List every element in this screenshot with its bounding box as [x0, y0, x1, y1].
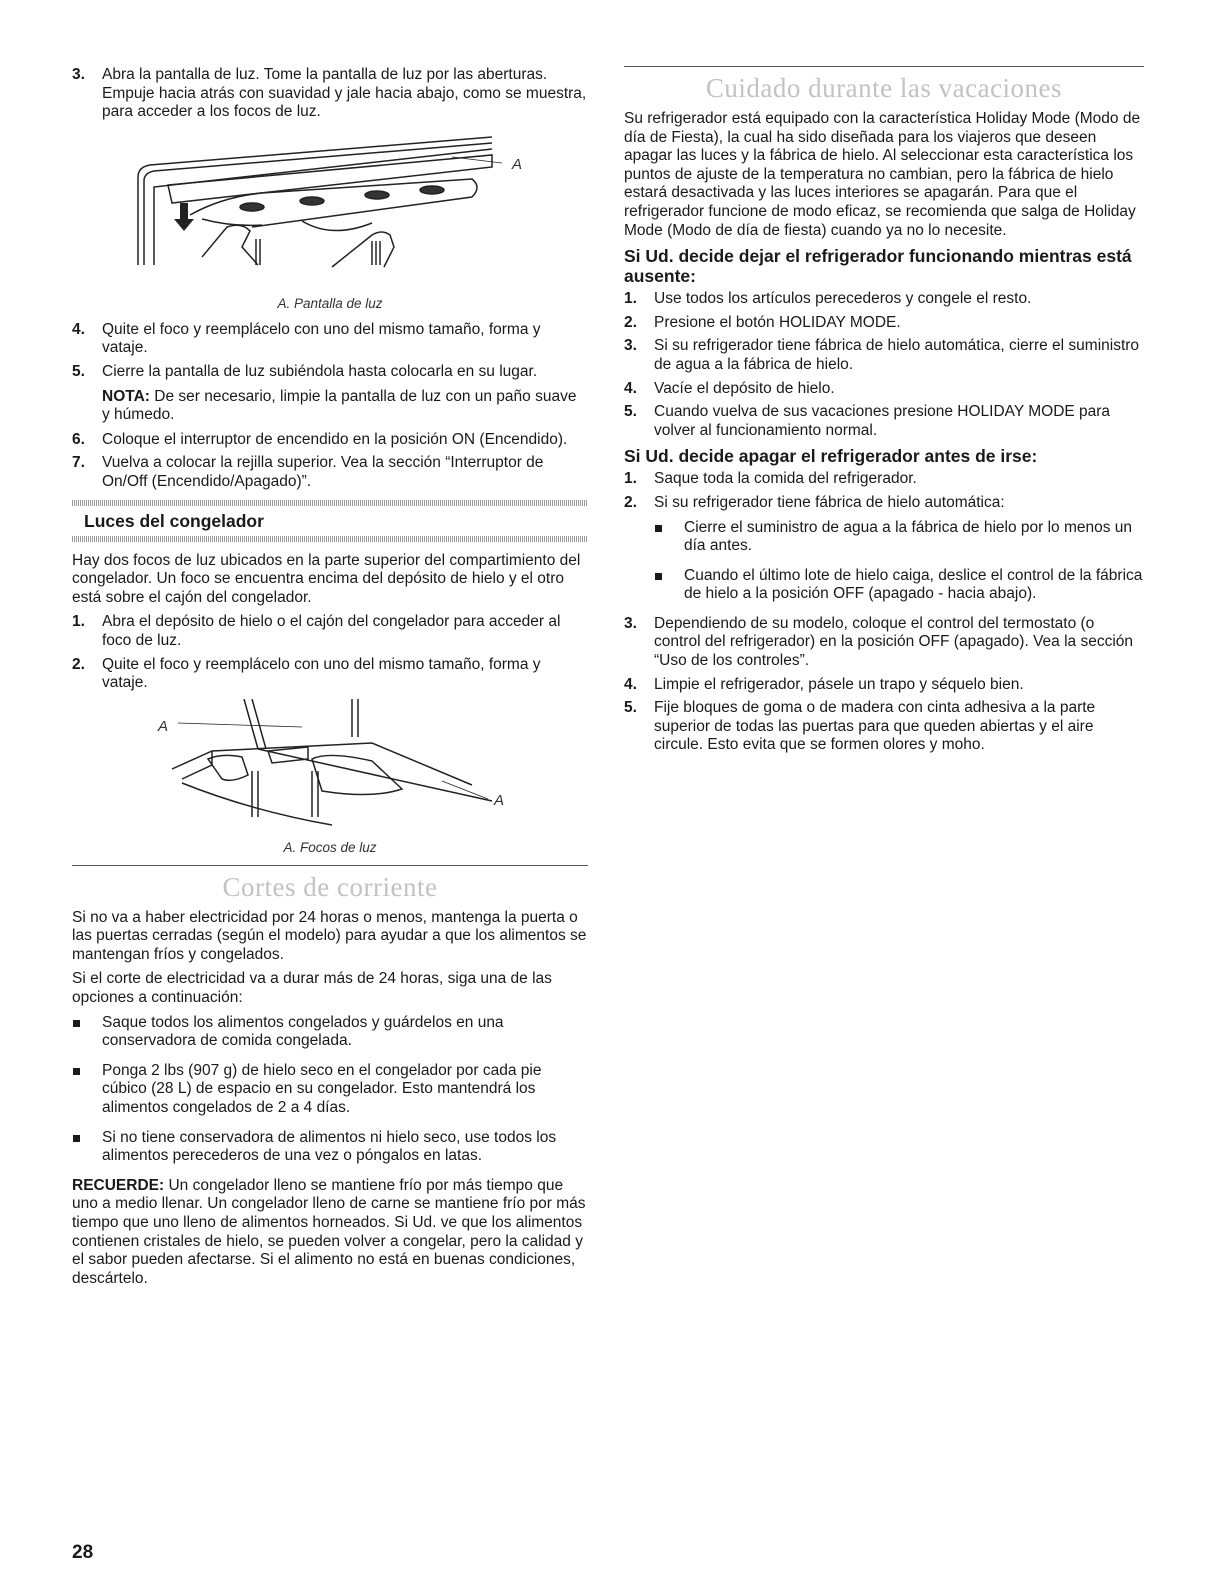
- outage-bullet-1: Saque todos los alimentos congelados y guárdelos en una conservadora de comida congelada.: [72, 1014, 588, 1051]
- steps-6-7: [72, 431, 588, 492]
- sub1-step-5: 5. Cuando vuelva de sus vacaciones presione HOLIDAY MODE para volver al funcionamiento normal.: [624, 403, 1111, 439]
- vacation-sub2-title: Si Ud. decide apagar el refrigerador antes de irse:: [624, 446, 1038, 467]
- step-4: 4. Quite el foco y reemplácelo con uno del mismo tamaño, forma y vataje.: [72, 320, 541, 357]
- freezer-lights-title: Luces del congelador: [84, 510, 264, 531]
- vacation-sub1-title: Si Ud. decide dejar el refrigerador funcionando mientras está ausente:: [624, 246, 1132, 287]
- freezer-steps: [72, 613, 588, 692]
- sub2-bullets: [654, 519, 1144, 604]
- outage-p2: Si el corte de electricidad va a durar más de 24 horas, siga una de las opciones a continuación:: [72, 970, 552, 1007]
- figure2-label-a-right: A: [494, 791, 505, 809]
- figure1-caption: A. Pantalla de luz: [277, 295, 383, 311]
- vacation-divider: [624, 66, 1144, 67]
- left-column: [72, 66, 588, 1294]
- sub1-step-4: 4. Vacíe el depósito de hielo.: [624, 379, 835, 397]
- step-5: 5. Cierre la pantalla de luz subiéndola hasta colocarla en su lugar.: [72, 362, 538, 380]
- steps-4-5: [72, 321, 588, 382]
- vacation-intro: Su refrigerador está equipado con la característica Holiday Mode (Modo de día de Fiesta), la cual ha sido diseñada para los viajeros que deseen apagar las luces y la fábrica de hielo. Al seleccionar esta característica los puntos de ajuste de la temperatura no cambian, pero la fábrica de hielo estará desactivada y las luces interiores se apagarán. Para que el refrigerador funcione de modo eficaz, se recomienda que salga de Holiday Mode (Modo de día de fiesta) cuando ya no lo necesite.: [624, 110, 1141, 239]
- outage-title: Cortes de corriente: [222, 871, 438, 902]
- outage-p1: Si no va a haber electricidad por 24 horas o menos, mantenga la puerta o las puertas cerradas (según el modelo) para ayudar a que los alimentos se mantengan fríos y congelados.: [72, 908, 587, 963]
- sub2-step-2: 2. Si su refrigerador tiene fábrica de hielo automática:: [624, 493, 1005, 511]
- vacation-title: Cuidado durante las vacaciones: [705, 73, 1063, 103]
- sub2-step-4: 4. Limpie el refrigerador, pásele un trapo y séquelo bien.: [624, 675, 1024, 693]
- freezer-lights-header: [72, 500, 588, 542]
- page-number: 28: [72, 1542, 94, 1563]
- outage-divider: [72, 865, 588, 866]
- note: NOTA: De ser necesario, limpie la pantalla de luz con un paño suave y húmedo.: [102, 387, 577, 424]
- step-6: 6. Coloque el interruptor de encendido en la posición ON (Encendido).: [72, 430, 568, 448]
- outage-bullet-3: Si no tiene conservadora de alimentos ni hielo seco, use todos los alimentos perecederos de una vez o póngalos en latas.: [72, 1129, 588, 1166]
- sub1-step-2: 2. Presione el botón HOLIDAY MODE.: [624, 313, 901, 331]
- sub2-bullet-1: Cierre el suministro de agua a la fábrica de hielo por lo menos un día antes.: [654, 519, 1144, 556]
- freezer-step-2: 2. Quite el foco y reemplácelo con uno del mismo tamaño, forma y vataje.: [72, 655, 541, 692]
- sub1-step-1: 1. Use todos los artículos perecederos y congele el resto.: [624, 290, 1032, 308]
- figure1-label-a: A: [512, 155, 523, 173]
- sub2-step-5: 5. Fije bloques de goma o de madera con cinta adhesiva a la parte superior de todas las puertas para que queden abiertas y el aire circule. Esto evita que se formen olores y moho.: [624, 699, 1096, 754]
- freezer-lights-figure: [72, 699, 588, 855]
- right-column: [624, 66, 1144, 761]
- outage-bullets: [72, 1014, 588, 1166]
- sub2-bullet-2: Cuando el último lote de hielo caiga, deslice el control de la fábrica de hielo a la posición OFF (apagado - hacia abajo).: [654, 567, 1144, 604]
- light-shield-figure: [72, 127, 588, 311]
- light-shield-illustration: [72, 127, 588, 287]
- sub1-step-3: 3. Si su refrigerador tiene fábrica de hielo automática, cierre el suministro de agua a la fábrica de hielo.: [624, 337, 1140, 373]
- freezer-step-1: 1. Abra el depósito de hielo o el cajón del congelador para acceder al foco de luz.: [72, 613, 561, 649]
- freezer-intro: Hay dos focos de luz ubicados en la parte superior del compartimiento del congelador. Un foco se encuentra encima del depósito de hielo y el otro está sobre el cajón del congelador.: [72, 551, 581, 606]
- freezer-lights-illustration: [72, 699, 588, 831]
- vacation-sub2-steps: [624, 470, 1144, 512]
- figure2-caption: A. Focos de luz: [283, 839, 377, 855]
- outage-remember: RECUERDE: Un congelador lleno se mantiene frío por más tiempo que uno a medio llenar. Un congelador lleno de carne se mantiene frío por más tiempo que uno lleno de alimentos horneados. Si Ud. ve que los alimentos contienen cristales de hielo, se pueden volver a congelar, pero la calidad y el sabor pueden afectarse. Si el alimento no está en buenas condiciones, descártelo.: [72, 1176, 586, 1287]
- sub2-step-3: 3. Dependiendo de su modelo, coloque el control del termostato (o control del refrigerador) en la posición OFF (apagado). Vea la sección “Uso de los controles”.: [624, 614, 1134, 670]
- step-7: 7. Vuelva a colocar la rejilla superior. Vea la sección “Interruptor de On/Off (Encendido/Apagado)”.: [72, 454, 544, 490]
- divider-bottom: [72, 536, 588, 542]
- sub2-step-1: 1. Saque toda la comida del refrigerador.: [624, 470, 917, 488]
- figure2-label-a-left: A: [158, 717, 169, 735]
- outage-bullet-2: Ponga 2 lbs (907 g) de hielo seco en el congelador por cada pie cúbico (28 L) de espacio en su congelador. Esto mantendrá los alimentos congelados de 2 a 4 días.: [72, 1062, 588, 1118]
- step-3: 3. Abra la pantalla de luz. Tome la pantalla de luz por las aberturas. Empuje hacia atrás con suavidad y jale hacia abajo, como se muestra, para acceder a los focos de luz.: [72, 66, 587, 121]
- vacation-sub2-rest: [624, 615, 1144, 755]
- vacation-sub1-steps: [624, 290, 1144, 440]
